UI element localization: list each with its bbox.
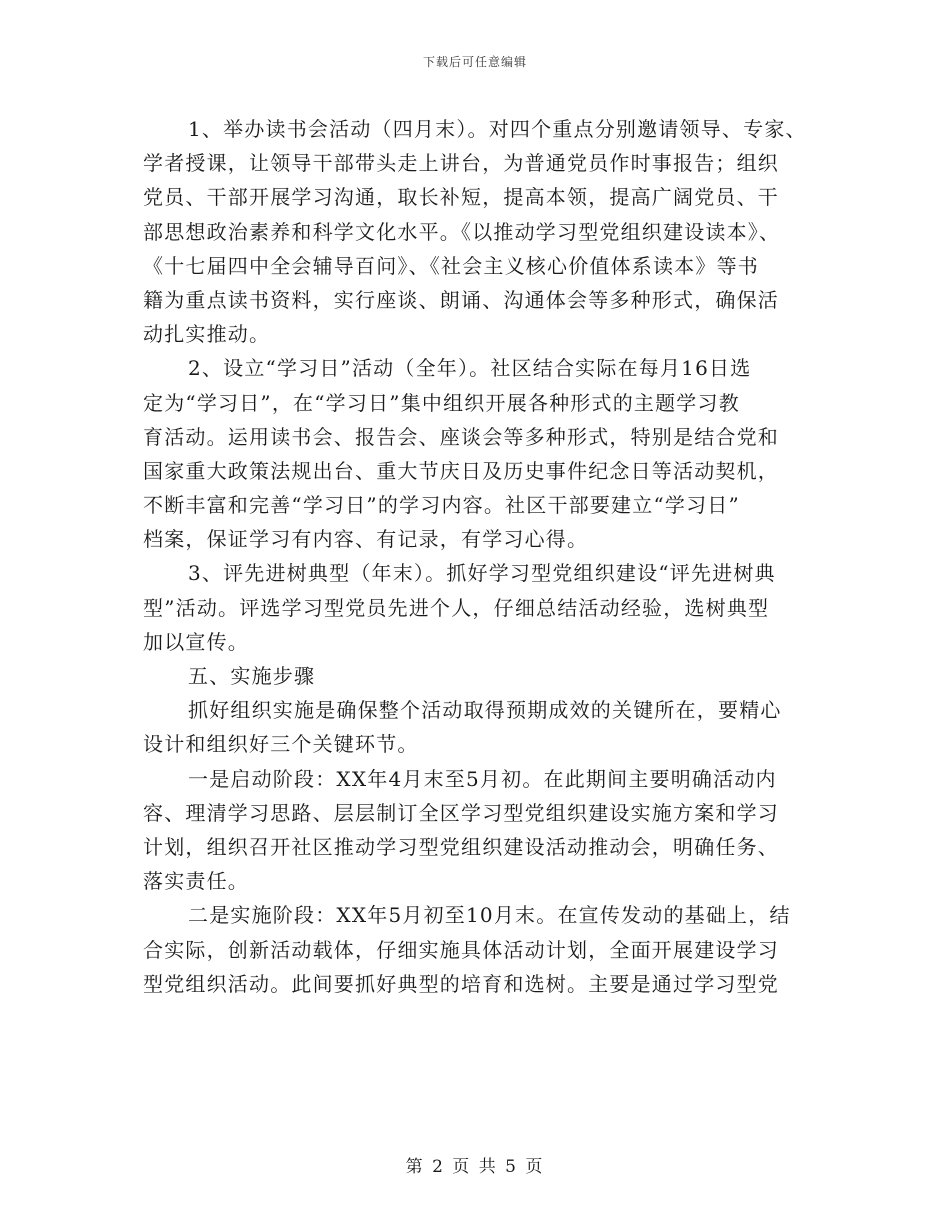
text-line: 学者授课，让领导干部带头走上讲台，为普通党员作时事报告；组织 bbox=[143, 151, 779, 176]
text-line: 合实际，创新活动载体，仔细实施具体活动计划，全面开展建设学习 bbox=[143, 937, 779, 962]
text-line: 部思想政治素养和科学文化水平。《以推动学习型党组织建设读本》、 bbox=[143, 219, 781, 244]
document-body bbox=[143, 112, 823, 1001]
text-line: 一是启动阶段：XX年4月末至5月初。在此期间主要明确活动内 bbox=[188, 766, 777, 791]
page-footer: 第 2 页 共 5 页 bbox=[405, 1157, 545, 1177]
text-line: 五、实施步骤 bbox=[188, 664, 316, 688]
text-line: 1、举办读书会活动（四月末）。对四个重点分别邀请领导、专家、 bbox=[188, 117, 807, 141]
text-line: 育活动。运用读书会、报告会、座谈会等多种形式，特别是结合党和 bbox=[143, 424, 779, 449]
text-line: 不断丰富和完善“学习日”的学习内容。社区干部要建立“学习日” bbox=[143, 493, 740, 518]
text-line: 容、理清学习思路、层层制订全区学习型党组织建设实施方案和学习 bbox=[143, 800, 779, 825]
text-line: 抓好组织实施是确保整个活动取得预期成效的关键所在，要精心 bbox=[188, 698, 782, 723]
text-line: 加以宣传。 bbox=[143, 629, 249, 654]
text-line: 计划，组织召开社区推动学习型党组织建设活动推动会，明确任务、 bbox=[143, 834, 779, 859]
text-line: 定为“学习日”，在“学习日”集中组织开展各种形式的主题学习教 bbox=[143, 390, 740, 415]
text-line: 2、设立“学习日”活动（全年）。社区结合实际在每月16日选 bbox=[188, 356, 752, 381]
text-line: 国家重大政策法规出台、重大节庆日及历史事件纪念日等活动契机， bbox=[143, 458, 779, 483]
text-line: 动扎实推动。 bbox=[143, 322, 271, 347]
text-line: 《十七届四中全会辅导百问》、《社会主义核心价值体系读本》等书 bbox=[143, 253, 759, 278]
text-line: 党员、干部开展学习沟通，取长补短，提高本领，提高广阔党员、干 bbox=[143, 185, 779, 210]
text-line: 档案，保证学习有内容、有记录，有学习心得。 bbox=[143, 527, 589, 552]
text-line: 型党组织活动。此间要抓好典型的培育和选树。主要是通过学习型党 bbox=[143, 971, 779, 996]
text-line: 型”活动。评选学习型党员先进个人，仔细总结活动经验，选树典型 bbox=[143, 595, 770, 620]
text-line: 设计和组织好三个关键环节。 bbox=[143, 732, 419, 757]
text-line: 落实责任。 bbox=[143, 869, 249, 894]
text-line: 3、评先进树典型（年末）。抓好学习型党组织建设“评先进树典 bbox=[188, 561, 776, 586]
text-line: 籍为重点读书资料，实行座谈、朗诵、沟通体会等多种形式，确保活 bbox=[143, 287, 779, 312]
page-header: 下载后可任意编辑 bbox=[422, 55, 527, 69]
text-line: 二是实施阶段：XX年5月初至10月末。在宣传发动的基础上，结 bbox=[188, 903, 791, 928]
